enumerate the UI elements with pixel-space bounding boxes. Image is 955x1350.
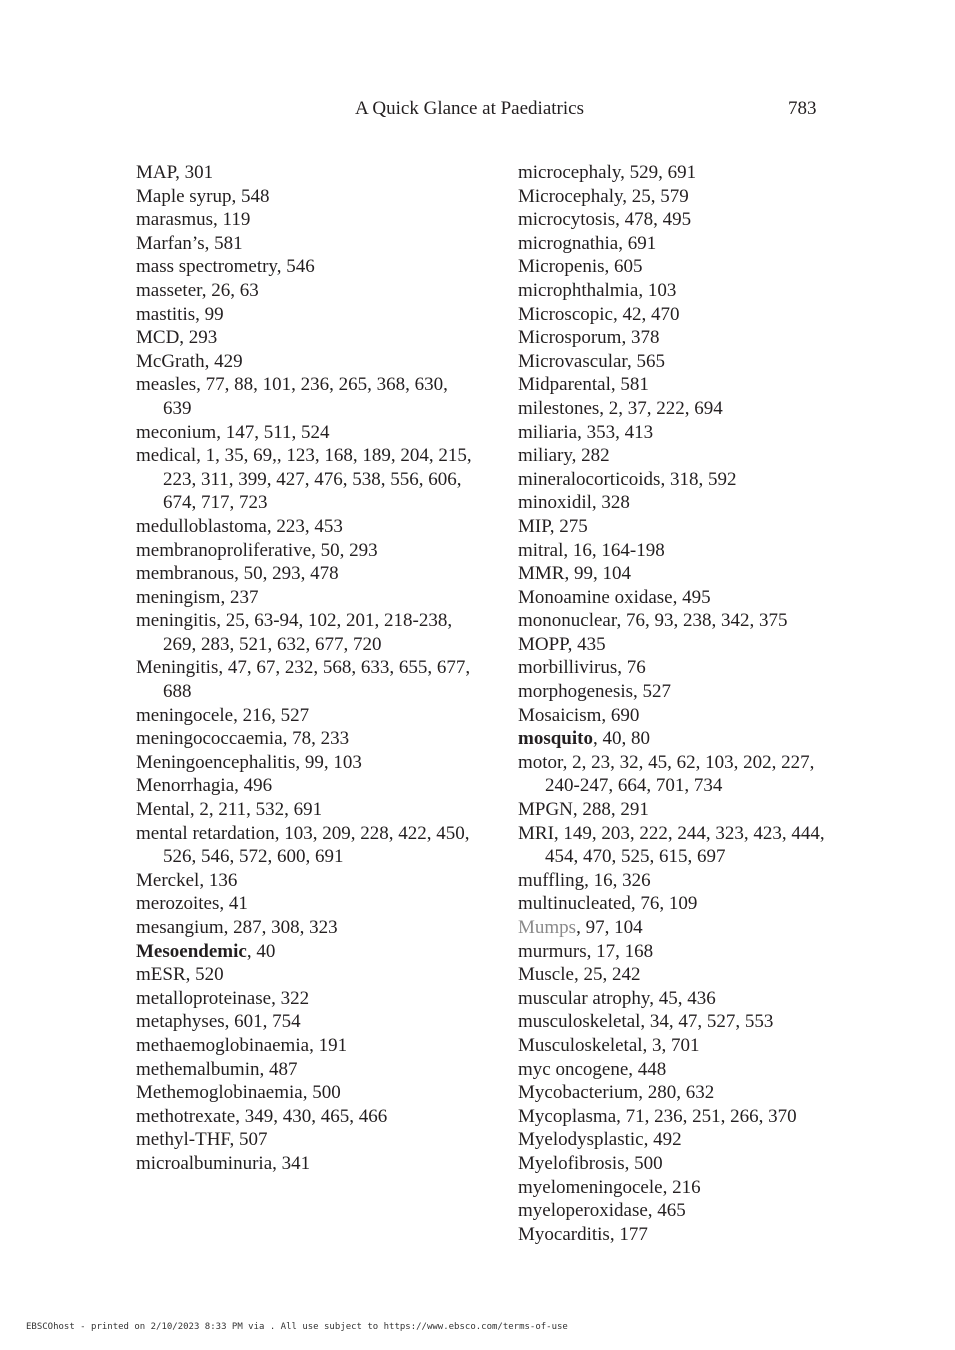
index-entry: [136, 704, 481, 728]
index-entry: [136, 656, 481, 703]
index-page-refs: , 581: [610, 374, 649, 396]
index-entry: [518, 1223, 828, 1247]
index-entry: [136, 1034, 481, 1058]
index-term: Meningoencephalitis: [136, 751, 296, 773]
index-entry: [518, 1176, 828, 1200]
index-term: meningocele: [136, 704, 234, 726]
index-entry: [136, 562, 481, 586]
index-entry: [136, 586, 481, 610]
index-entry: [518, 515, 828, 539]
index-entry: [136, 421, 481, 445]
index-term: membranoproliferative: [136, 539, 312, 561]
index-term: mESR: [136, 964, 186, 986]
index-entry: [518, 633, 828, 657]
index-term: Meningitis: [136, 657, 219, 679]
index-page-refs: , 478, 495: [615, 209, 692, 231]
index-page-refs: , 177: [609, 1223, 648, 1245]
index-term: Myelodysplastic: [518, 1129, 644, 1151]
index-term: mental retardation: [136, 822, 275, 844]
index-term: Muscle: [518, 964, 574, 986]
index-page-refs: , 275: [549, 515, 588, 537]
index-entry: [136, 940, 481, 964]
index-page-refs: , 322: [271, 987, 310, 1009]
index-page-refs: , 495: [672, 586, 711, 608]
index-page-refs: , 45, 436: [649, 987, 716, 1009]
index-page-refs: , 42, 470: [612, 303, 680, 325]
index-page-refs: , 465: [647, 1200, 686, 1222]
index-entry: [518, 562, 828, 586]
index-page-refs: , 353, 413: [577, 421, 654, 443]
index-page-refs: , 223, 453: [266, 515, 343, 537]
index-entry: [518, 397, 828, 421]
index-term: Mental: [136, 799, 190, 821]
index-page-refs: , 341: [272, 1152, 311, 1174]
index-entry: [518, 1105, 828, 1129]
index-page-refs: , 487: [259, 1058, 298, 1080]
index-term: microalbuminuria: [136, 1152, 273, 1174]
index-entry: [518, 539, 828, 563]
index-term: Mycoplasma: [518, 1105, 617, 1127]
index-page-refs: , 3, 701: [642, 1034, 700, 1056]
index-term: micrognathia: [518, 232, 619, 254]
index-page-refs: , 149, 203, 222, 244, 323, 423, 444, 454, 470, 525, 615, 697: [545, 822, 825, 868]
index-entry: [518, 1034, 828, 1058]
index-term: Microscopic: [518, 303, 613, 325]
index-entry: [518, 421, 828, 445]
index-entry: [136, 916, 481, 940]
index-entry: [518, 609, 828, 633]
index-entry: [136, 208, 481, 232]
index-entry: [518, 869, 828, 893]
index-page-refs: , 581: [204, 232, 243, 254]
index-page-refs: , 41: [219, 893, 248, 915]
index-entry: [518, 303, 828, 327]
index-page-refs: , 1, 35, 69,, 123, 168, 189, 204, 215, 223, 311, 399, 427, 476, 538, 556, 606, 674, 717, 723: [163, 445, 472, 514]
index-term: mass spectrometry: [136, 256, 277, 278]
index-entry: [136, 609, 481, 656]
index-term: murmurs: [518, 940, 587, 962]
index-page-refs: , 318, 592: [660, 468, 737, 490]
index-page-refs: , 288, 291: [572, 799, 649, 821]
index-entry: [518, 468, 828, 492]
index-page-refs: , 496: [234, 775, 273, 797]
index-page-refs: , 16, 164-198: [563, 539, 665, 561]
index-page-refs: , 25, 63-94, 102, 201, 218-238, 269, 283, 521, 632, 677, 720: [163, 610, 453, 655]
index-term: myelomeningocele: [518, 1176, 663, 1198]
index-entry: [518, 1081, 828, 1105]
index-term: muscular atrophy: [518, 987, 650, 1009]
index-term: merozoites: [136, 893, 220, 915]
index-term: muffling: [518, 869, 585, 891]
index-entry: [518, 1128, 828, 1152]
index-page-refs: , 191: [309, 1034, 348, 1056]
index-entry: [518, 1058, 828, 1082]
index-entry: [136, 987, 481, 1011]
index-entry: [518, 727, 828, 751]
index-entry: [136, 822, 481, 869]
index-term: metalloproteinase: [136, 987, 272, 1009]
index-entry: [136, 1128, 481, 1152]
index-term: microphthalmia: [518, 279, 639, 301]
index-term: mineralocorticoids: [518, 468, 661, 490]
index-entry: [136, 444, 481, 515]
index-term: methyl-THF: [136, 1129, 230, 1151]
index-entry: [136, 727, 481, 751]
index-entry: [136, 185, 481, 209]
index-entry: [136, 963, 481, 987]
index-term: mononuclear: [518, 610, 617, 632]
index-term: microcephaly: [518, 162, 621, 183]
index-term: microcytosis: [518, 209, 616, 231]
index-term: mesangium: [136, 917, 224, 938]
index-page-refs: , 565: [626, 350, 665, 372]
index-page-refs: , 378: [621, 327, 660, 349]
index-page-refs: , 103: [638, 279, 677, 301]
index-page-refs: , 691: [618, 232, 657, 254]
index-term: Merckel: [136, 869, 200, 891]
index-page-refs: , 34, 47, 527, 553: [640, 1011, 774, 1033]
index-page-refs: , 349, 430, 465, 466: [235, 1105, 388, 1127]
index-term: MOPP: [518, 633, 568, 655]
index-entry: [518, 185, 828, 209]
index-page-refs: , 25, 579: [622, 185, 689, 207]
index-term: membranous: [136, 563, 235, 585]
index-entry: [136, 751, 481, 775]
index-term: myeloperoxidase: [518, 1200, 648, 1222]
index-page-refs: , 77, 88, 101, 236, 265, 368, 630, 639: [163, 374, 448, 419]
index-entry: [136, 1058, 481, 1082]
index-entry: [136, 1081, 481, 1105]
index-entry: [518, 822, 828, 869]
index-page-refs: , 546: [276, 256, 315, 278]
index-term: metaphyses: [136, 1011, 225, 1033]
index-term: musculoskeletal: [518, 1011, 641, 1033]
index-page-refs: , 301: [175, 162, 214, 183]
index-page-refs: , 2, 23, 32, 45, 62, 103, 202, 227, 240-247, 664, 701, 734: [545, 751, 815, 797]
index-page-refs: , 548: [231, 185, 270, 207]
index-page-refs: , 601, 754: [224, 1011, 301, 1033]
index-entry: [518, 1152, 828, 1176]
index-page-refs: , 237: [220, 586, 259, 608]
index-term: Monoamine oxidase: [518, 586, 673, 608]
index-term: methaemoglobinaemia: [136, 1034, 310, 1056]
index-entry: [136, 326, 481, 350]
index-column-right: [518, 161, 828, 1246]
index-entry: [136, 1152, 481, 1176]
index-page-refs: , 50, 293, 478: [234, 563, 339, 585]
index-entry: [518, 963, 828, 987]
index-term: meconium: [136, 421, 217, 443]
index-entry: [518, 279, 828, 303]
index-term: measles: [136, 374, 197, 396]
index-entry: [136, 161, 481, 185]
index-entry: [136, 232, 481, 256]
index-page-refs: , 216: [662, 1176, 701, 1198]
index-page-refs: , 25, 242: [573, 964, 641, 986]
index-term: Microsporum: [518, 327, 622, 349]
index-term: Mosaicism: [518, 704, 602, 726]
index-term: multinucleated: [518, 893, 631, 915]
index-entry: [518, 491, 828, 515]
index-page-refs: , 40: [246, 940, 276, 962]
index-term: MAP: [136, 162, 176, 183]
index-page-refs: , 280, 632: [638, 1082, 715, 1104]
index-term: masseter: [136, 279, 202, 301]
index-page-refs: , 47, 67, 232, 568, 633, 655, 677, 688: [163, 657, 471, 703]
index-entry: [518, 798, 828, 822]
index-term: Musculoskeletal: [518, 1034, 643, 1056]
index-term: meningococcaemia: [136, 728, 283, 750]
index-entry: [136, 539, 481, 563]
index-term: MCD: [136, 327, 180, 349]
index-page-refs: , 2, 37, 222, 694: [599, 397, 723, 419]
index-page-refs: , 216, 527: [233, 704, 310, 726]
index-term: meningitis: [136, 610, 217, 632]
index-page-refs: , 136: [199, 869, 238, 891]
index-entry: [136, 515, 481, 539]
index-entry: [136, 892, 481, 916]
index-entry: [518, 350, 828, 374]
index-page-refs: , 328: [591, 492, 630, 514]
index-entry: [518, 373, 828, 397]
index-entry: [518, 892, 828, 916]
index-term: MRI: [518, 822, 554, 844]
index-entry: [518, 586, 828, 610]
index-page-refs: , 99, 104: [564, 563, 631, 585]
index-term: MMR: [518, 563, 565, 585]
index-term: Methemoglobinaemia: [136, 1082, 303, 1104]
index-term: milestones: [518, 397, 600, 419]
index-page-refs: , 50, 293: [311, 539, 378, 561]
index-term: mastitis: [136, 303, 196, 325]
index-entry: [136, 373, 481, 420]
index-entry: [518, 232, 828, 256]
index-page-refs: , 17, 168: [586, 940, 654, 962]
index-entry: [518, 987, 828, 1011]
index-entry: [518, 326, 828, 350]
index-page-refs: , 429: [204, 350, 243, 372]
index-term: Midparental: [518, 374, 611, 396]
index-term: MPGN: [518, 799, 573, 821]
index-page-refs: , 76: [617, 657, 646, 679]
index-entry: [518, 940, 828, 964]
index-entry: [136, 774, 481, 798]
index-term: myc oncogene: [518, 1058, 629, 1080]
index-term: Microcephaly: [518, 185, 623, 207]
index-page-refs: , 527: [633, 681, 672, 703]
index-page-refs: , 40, 80: [592, 728, 650, 750]
index-page-refs: , 507: [229, 1129, 268, 1151]
index-entry: [518, 255, 828, 279]
index-page-refs: , 26, 63: [201, 279, 259, 301]
index-entry: [518, 916, 828, 940]
index-term: Microvascular: [518, 350, 627, 372]
index-term: Micropenis: [518, 256, 605, 278]
index-entry: [518, 704, 828, 728]
index-term: Mesoendemic: [136, 940, 247, 962]
index-page-refs: , 76, 93, 238, 342, 375: [616, 610, 788, 632]
index-page-refs: , 76, 109: [630, 893, 698, 915]
index-entry: [518, 1199, 828, 1223]
index-term: motor: [518, 751, 563, 773]
index-page-refs: , 71, 236, 251, 266, 370: [616, 1105, 797, 1127]
index-entry: [518, 656, 828, 680]
index-term: mosquito: [518, 728, 593, 750]
index-page-refs: , 520: [185, 964, 224, 986]
index-term: miliaria: [518, 421, 578, 443]
index-entry: [136, 255, 481, 279]
index-term: marasmus: [136, 209, 214, 231]
index-page-refs: , 2, 211, 532, 691: [189, 799, 323, 821]
index-entry: [518, 680, 828, 704]
index-column-left: [136, 161, 481, 1176]
index-term: medulloblastoma: [136, 515, 267, 537]
index-term: Myelofibrosis: [518, 1152, 625, 1174]
index-page-refs: , 500: [302, 1082, 341, 1104]
index-term: mitral: [518, 539, 564, 561]
index-term: medical: [136, 445, 197, 467]
footer-notice: EBSCOhost - printed on 2/10/2023 8:33 PM via . All use subject to https://www.ebsco.com/terms-of-use: [26, 1322, 568, 1332]
index-term: Maple syrup: [136, 185, 232, 207]
index-term: morphogenesis: [518, 681, 634, 703]
index-page-refs: , 293: [179, 327, 218, 349]
index-page-refs: , 99, 103: [295, 751, 362, 773]
index-entry: [518, 444, 828, 468]
index-entry: [518, 208, 828, 232]
index-page-refs: , 119: [213, 209, 251, 231]
index-term: McGrath: [136, 350, 205, 372]
index-entry: [136, 869, 481, 893]
index-entry: [136, 279, 481, 303]
index-term: MIP: [518, 515, 550, 537]
index-term: Menorrhagia: [136, 775, 235, 797]
index-page-refs: , 78, 233: [282, 728, 350, 750]
index-page-refs: , 103, 209, 228, 422, 450, 526, 546, 572, 600, 691: [163, 822, 470, 868]
index-entry: [518, 1010, 828, 1034]
index-entry: [518, 751, 828, 798]
index-page-refs: , 690: [601, 704, 640, 726]
index-term: morbillivirus: [518, 657, 618, 679]
index-entry: [136, 303, 481, 327]
index-entry: [518, 161, 828, 185]
index-term: meningism: [136, 586, 221, 608]
index-entry: [136, 1105, 481, 1129]
running-title: A Quick Glance at Paediatrics: [355, 98, 584, 119]
index-page-refs: , 492: [643, 1129, 682, 1151]
index-page-refs: , 282: [571, 445, 610, 467]
index-entry: [136, 350, 481, 374]
index-term: Marfan’s: [136, 232, 205, 254]
index-page-refs: , 435: [567, 633, 606, 655]
index-page-refs: , 97, 104: [576, 917, 643, 938]
index-term: Mycobacterium: [518, 1082, 639, 1104]
index-page-refs: , 605: [604, 256, 643, 278]
index-page-refs: , 500: [624, 1152, 663, 1174]
index-term: Myocarditis: [518, 1223, 610, 1245]
index-page-refs: , 529, 691: [620, 162, 697, 183]
page-number: 783: [788, 98, 817, 119]
index-entry: [136, 798, 481, 822]
index-page-refs: , 448: [628, 1058, 667, 1080]
index-term: methemalbumin: [136, 1058, 260, 1080]
index-term: Mumps: [518, 917, 577, 938]
index-page-refs: , 287, 308, 323: [223, 917, 338, 938]
index-term: miliary: [518, 445, 572, 467]
index-page-refs: , 147, 511, 524: [216, 421, 330, 443]
index-page-refs: , 99: [195, 303, 224, 325]
index-entry: [136, 1010, 481, 1034]
index-page-refs: , 16, 326: [584, 869, 651, 891]
index-term: minoxidil: [518, 492, 592, 514]
index-term: methotrexate: [136, 1105, 236, 1127]
